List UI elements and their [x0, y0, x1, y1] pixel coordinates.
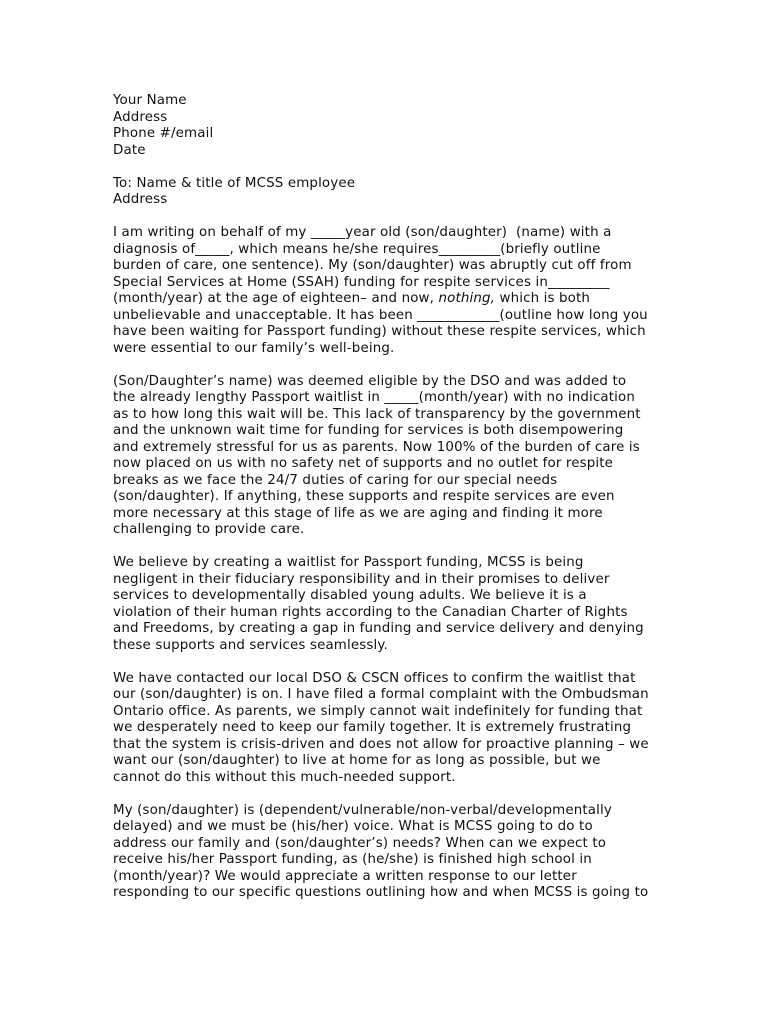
paragraph-line: (son/daughter). If anything, these supports and respite services are even [113, 489, 615, 504]
spacer [113, 209, 673, 226]
paragraph-line: have been waiting for Passport funding) without these respite services, which [113, 324, 646, 339]
paragraph-line: were essential to our family’s well-being. [113, 340, 395, 356]
paragraph-line: and extremely stressful for us as parents. Now 100% of the burden of care is [113, 439, 640, 455]
paragraph-line: I am writing on behalf of my _____year old (son/daughter) (name) with a [113, 225, 612, 240]
paragraph-line: Ontario office. As parents, we simply cannot wait indefinitely for funding that [113, 703, 643, 719]
spacer [113, 539, 673, 556]
paragraph-line: the already lengthy Passport waitlist in _____(month/year) with no indication [113, 390, 636, 405]
paragraph-line-end: which is both [495, 291, 591, 306]
paragraph-line: cannot do this without this much-needed support. [113, 769, 456, 785]
emphasis-text: nothing, [438, 291, 496, 306]
paragraph-2 [113, 374, 673, 539]
paragraph-line-with-emphasis [113, 291, 673, 308]
paragraph-line: want our (son/daughter) to live at home for as long as possible, but we [113, 753, 601, 768]
paragraph-1 [113, 225, 673, 357]
paragraph-line: violation of their human rights according to the Canadian Charter of Rights [113, 604, 628, 620]
paragraph-line: diagnosis of_____, which means he/she requires_________(briefly outline [113, 241, 601, 257]
paragraph-line: delayed) and we must be (his/her) voice. What is MCSS going to do to [113, 819, 593, 834]
paragraph-line: unbelievable and unacceptable. It has been ____________(outline how long you [113, 307, 648, 323]
spacer [113, 159, 673, 176]
paragraph-5 [113, 803, 673, 902]
paragraph-line: as to how long this wait will be. This lack of transparency by the government [113, 406, 641, 422]
paragraph-line: and Freedoms, by creating a gap in funding and service delivery and denying [113, 621, 644, 636]
paragraph-line: We have contacted our local DSO & CSCN offices to confirm the waitlist that [113, 670, 636, 686]
paragraph-line: services to developmentally disabled young adults. We believe it is a [113, 588, 587, 603]
paragraph-line: breaks as we face the 24/7 duties of caring for our special needs [113, 472, 558, 488]
paragraph-line: our (son/daughter) is on. I have filed a formal complaint with the Ombudsman [113, 687, 649, 702]
paragraph-line: and the unknown wait time for funding for services is both disempowering [113, 423, 624, 438]
paragraph-line: now placed on us with no safety net of supports and no outlet for respite [113, 456, 614, 471]
recipient-address: Address [113, 192, 168, 207]
paragraph-line: that the system is crisis-driven and does not allow for proactive planning – we [113, 736, 649, 752]
sender-block [113, 93, 673, 159]
paragraph-line: (month/year)? We would appreciate a written response to our letter [113, 868, 577, 884]
letter-page [113, 93, 673, 902]
spacer [113, 654, 673, 671]
spacer [113, 357, 673, 374]
paragraph-3 [113, 555, 673, 654]
letter-date: Date [113, 142, 146, 158]
paragraph-line: We believe by creating a waitlist for Passport funding, MCSS is being [113, 555, 584, 570]
paragraph-line: more necessary at this stage of life as we are aging and finding it more [113, 505, 603, 521]
paragraph-line: Special Services at Home (SSAH) funding for respite services in_________ [113, 274, 610, 290]
paragraph-line: My (son/daughter) is (dependent/vulnerable/non-verbal/developmentally [113, 802, 612, 818]
spacer [113, 786, 673, 803]
paragraph-line: (Son/Daughter’s name) was deemed eligible by the DSO and was added to [113, 373, 627, 389]
paragraph-line-start: (month/year) at the age of eighteen– and now, [113, 291, 439, 306]
paragraph-line: responding to our specific questions outlining how and when MCSS is going to [113, 885, 649, 900]
paragraph-line: we desperately need to keep our family together. It is extremely frustrating [113, 720, 632, 735]
sender-name: Your Name [113, 93, 187, 108]
paragraph-line: challenging to provide care. [113, 522, 305, 537]
paragraph-line: address our family and (son/daughter’s) needs? When can we expect to [113, 835, 607, 851]
paragraph-line: burden of care, one sentence). My (son/daughter) was abruptly cut off from [113, 258, 632, 273]
recipient-to: To: Name & title of MCSS employee [113, 175, 356, 191]
sender-address: Address [113, 109, 168, 125]
paragraph-line: receive his/her Passport funding, as (he/she) is finished high school in [113, 852, 592, 867]
paragraph-4 [113, 671, 673, 787]
recipient-block [113, 176, 673, 209]
sender-phone-email: Phone #/email [113, 126, 214, 141]
paragraph-line: negligent in their fiduciary responsibility and in their promises to deliver [113, 571, 610, 587]
paragraph-line: these supports and services seamlessly. [113, 637, 388, 653]
